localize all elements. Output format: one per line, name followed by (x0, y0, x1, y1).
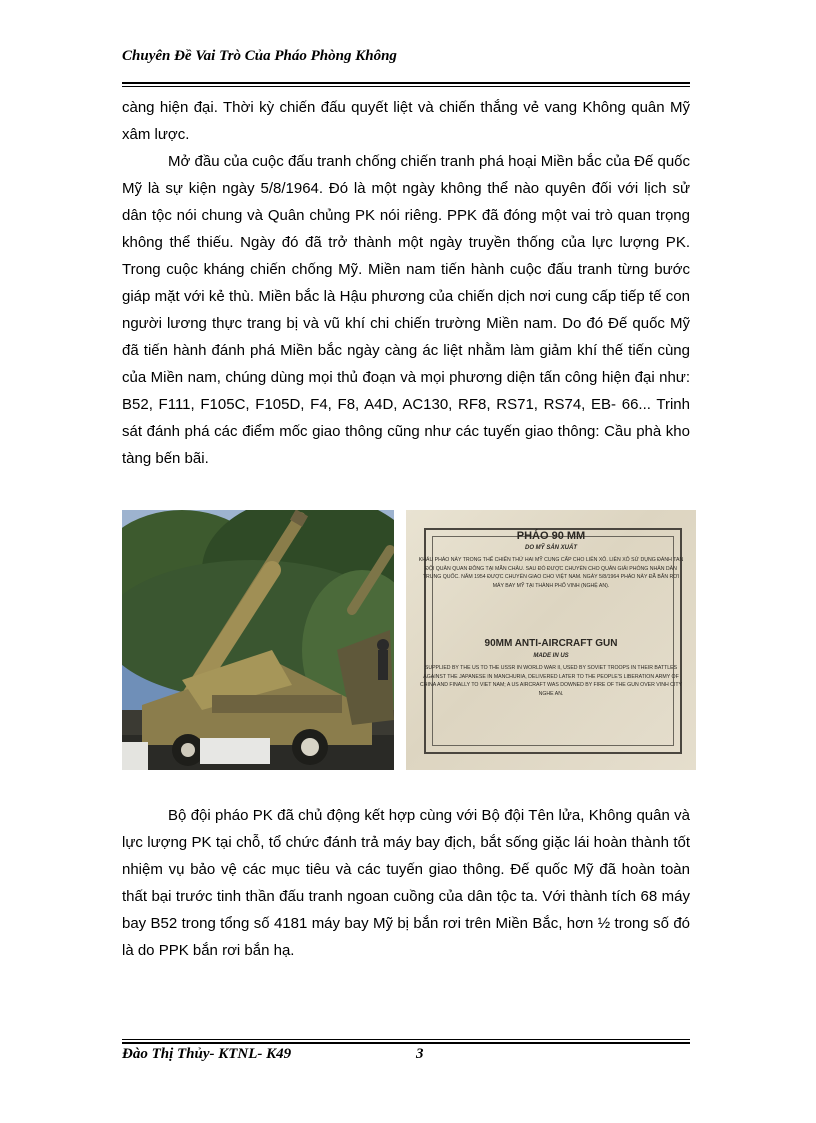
page-number: 3 (416, 1046, 424, 1062)
paragraph: Mở đầu của cuộc đấu tranh chống chiến tranh phá hoại Miền bắc của Đế quốc Mỹ là sự kiện ngày 5/8/1964. Đó là một ngày không thể nào quyên đối với lịch sử dân tộc nói chung và Quân chủng PK nói riêng. PPK đã đóng một vai trò quan trọng không thể thiếu. Ngày đó đã trở thành một ngày truyền thống của lực lượng PK. Trong cuộc kháng chiến chống Mỹ. Miền nam tiến hành cuộc đấu tranh từng bước giáp mặt với kẻ thù. Miền bắc là Hậu phương của chiến dịch nơi cung cấp tiếp tế con người lương thực trang bị và vũ khí chi chiến trường Miền nam. Do đó Đế quốc Mỹ đã tiến hành đánh phá Miền bắc ngày càng ác liệt nhằm làm giảm khí thế tiến cùng của Miền nam, chúng dùng mọi thủ đoạn và mọi phương diện tấn công hiện đại như: B52, F111, F105C, F105D, F4, F8, A4D, AC130, RF8, RS71, RS74, EB- 66... Trinh sát đánh phá các điểm mốc giao thông cũng như các tuyến giao thông: Cầu phà kho tàng bến bãi. (122, 153, 690, 467)
footer-rule-thin (122, 1039, 690, 1040)
museum-plaque-photo (406, 510, 696, 770)
plaque-body-vi: KHẨU PHÁO NÀY TRONG THẾ CHIẾN THỨ HAI MỸ CUNG CẤP CHO LIÊN XÔ. LIÊN XÔ SỬ DỤNG ĐÁNH TAN ĐỘI QUÂN QUAN ĐÔNG TẠI MÃN CHÂU. SAU ĐÓ ĐƯỢC CHUYỂN CHO QUÂN GIẢI PHÓNG NHÂN DÂN TRUNG QUỐC. NĂM 1954 ĐƯỢC CHUYỂN GIAO CHO VIỆT NAM. NGÀY 5/8/1964 PHÁO NÀY ĐÃ BẮN RƠI MÁY BAY MỸ TẠI THÀNH PHỐ VINH (NGHỆ AN). (418, 557, 684, 589)
footer-author: Đào Thị Thủy- KTNL- K49 (122, 1046, 292, 1062)
paragraph: Bộ đội pháo PK đã chủ động kết hợp cùng với Bộ đội Tên lửa, Không quân và lực lượng PK tại chỗ, tổ chức đánh trả máy bay địch, bắt sống giặc lái hoàn thành tốt nhiệm vụ bảo vệ các mục tiêu và các tuyến giao thông. Đế quốc Mỹ đã hoàn toàn thất bại trước tinh thần đấu tranh ngoan cuồng của dân tộc ta. Với thành tích 68 máy bay B52 trong tổng số 4181 máy bay Mỹ bị bắn rơi trên Miền Bắc, hơn ½ trong số đó là do PPK bắn rơi bắn hạ. (122, 807, 690, 959)
header-rule-thin (122, 86, 690, 87)
plaque-title-vi: PHÁO 90 MM (516, 530, 586, 542)
paragraph-continuation: càng hiện đại. Thời kỳ chiến đấu quyết liệt và chiến thắng vẻ vang Không quân Mỹ xâm lược. (122, 99, 690, 143)
body-text-bottom (122, 802, 690, 964)
plaque-body-en: SUPPLIED BY THE US TO THE USSR IN WORLD WAR II, USED BY SOVIET TROOPS IN THEIR BATTLES AGAINST THE JAPANESE IN MANCHURIA, DELIVERED LATER TO THE PEOPLE'S LIBERATION ARMY OF CHINA AND FINALLY TO VIET NAM; A US AIRCRAFT WAS DOWNED BY FIRE OF THE GUN OVER VINH CITY NGHE AN. (420, 665, 682, 697)
anti-aircraft-gun-photo (122, 510, 394, 770)
footer-rule-thick (122, 1042, 690, 1044)
plaque-title-en: 90MM ANTI-AIRCRAFT GUN (484, 638, 618, 649)
plaque-subtitle-en: MADE IN US (533, 653, 569, 659)
body-text-top (122, 94, 690, 472)
plaque-subtitle-vi: DO MỸ SẢN XUẤT (524, 545, 577, 551)
page-header-title: Chuyên Đề Vai Trò Của Pháo Phòng Không (122, 48, 397, 64)
header-rule-thick (122, 82, 690, 84)
